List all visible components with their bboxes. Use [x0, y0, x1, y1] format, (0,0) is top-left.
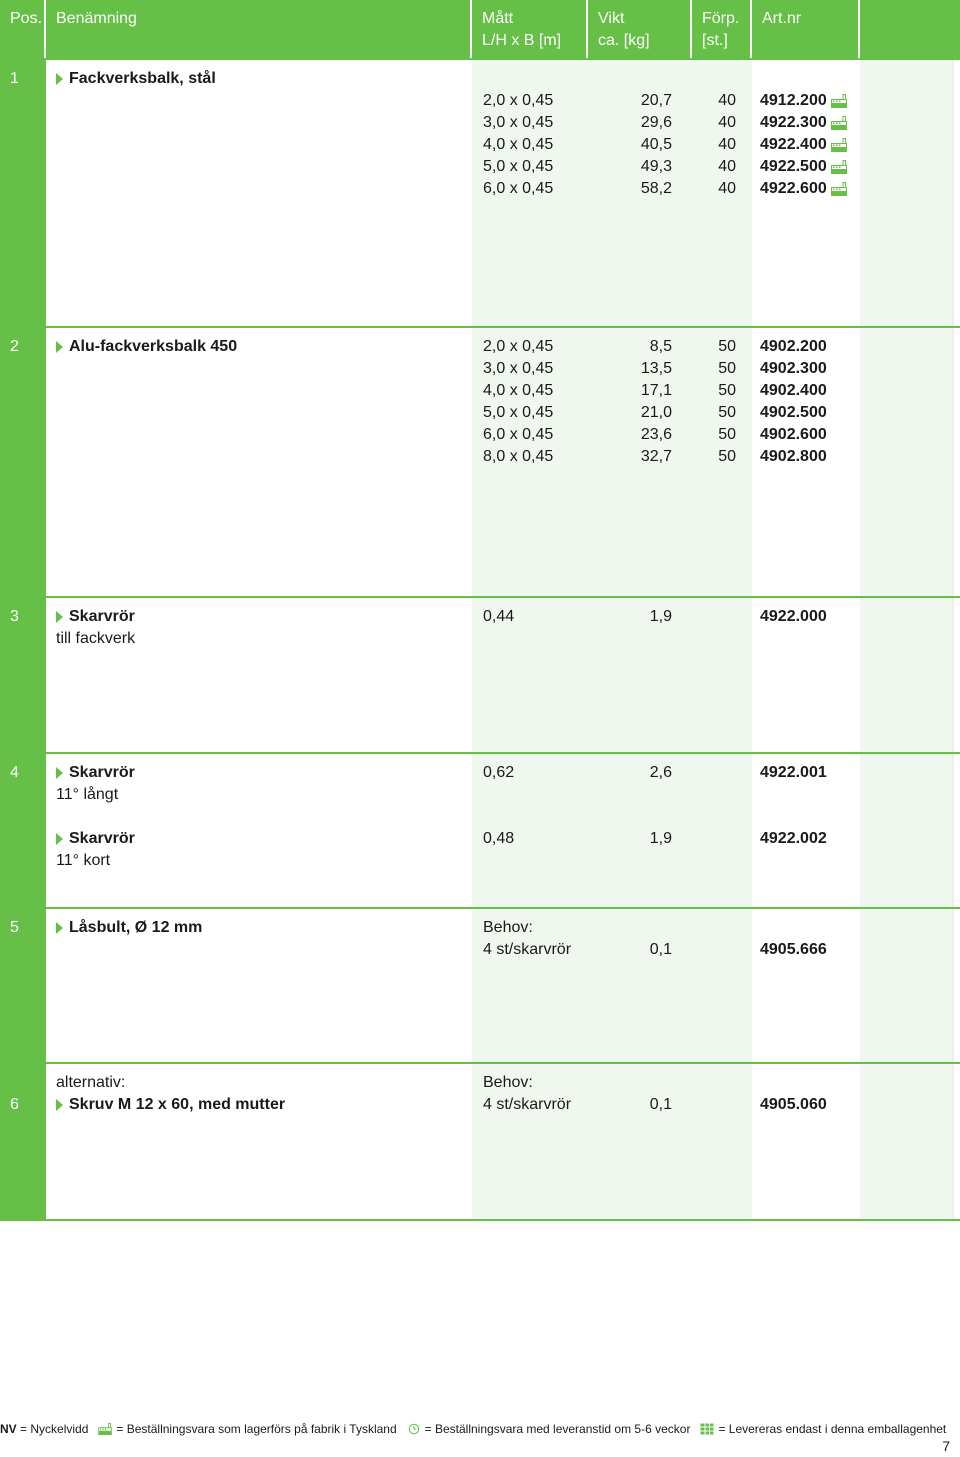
factory-icon: [831, 94, 847, 108]
weight-value: 8,5: [649, 338, 672, 355]
requirement-value: 4 st/skarvrör: [483, 941, 572, 958]
grid-icon: [700, 1423, 714, 1435]
weight-value: 20,7: [640, 92, 672, 109]
weight-value: 1,9: [649, 830, 672, 847]
dim-value: 6,0 x 0,45: [483, 180, 554, 197]
row-name-cell: [46, 909, 472, 1062]
art-number: 4922.001: [760, 764, 827, 781]
header-name-label: Benämning: [56, 10, 137, 27]
triangle-right-icon: [56, 767, 63, 779]
header-weight: [588, 0, 692, 58]
row-dims: [472, 60, 588, 326]
requirement-label: Behov:: [483, 919, 533, 936]
header-art-label: Art.nr: [762, 10, 802, 27]
row-name-text: Fackverksbalk, stål: [69, 70, 216, 87]
row-name-text: Låsbult, Ø 12 mm: [69, 919, 203, 936]
dim-value: 0,44: [483, 608, 515, 625]
row-name-cell: [46, 60, 472, 326]
dim-value: 5,0 x 0,45: [483, 404, 554, 421]
clock-icon: [407, 1423, 421, 1435]
row-weights: [588, 1064, 692, 1219]
row-packs: [692, 598, 752, 752]
dim-value: 0,62: [483, 764, 515, 781]
art-entry: [760, 112, 860, 134]
weight-value: 1,9: [649, 608, 672, 625]
weight-value: 32,7: [640, 448, 672, 465]
row-arts: [752, 328, 860, 596]
weight-value: 21,0: [640, 404, 672, 421]
row-pos: 1: [0, 60, 46, 326]
dim-value: 2,0 x 0,45: [483, 338, 554, 355]
row-extra: [860, 909, 954, 1062]
factory-icon: [831, 182, 847, 196]
weight-value: 49,3: [640, 158, 672, 175]
art-number: 4902.400: [760, 382, 827, 399]
art-number: 4922.600: [760, 180, 827, 197]
pack-value: 40: [718, 180, 736, 197]
table-row: [0, 596, 960, 752]
row-extra: [860, 328, 954, 596]
legend-nv: [0, 1422, 88, 1436]
weight-value: 2,6: [649, 764, 672, 781]
dim-value: 3,0 x 0,45: [483, 114, 554, 131]
art-number: 4902.200: [760, 338, 827, 355]
row-name: [56, 762, 462, 784]
row-pos: 2: [0, 328, 46, 596]
row-extra: [860, 60, 954, 326]
pack-value: 40: [718, 92, 736, 109]
art-number: 4905.666: [760, 941, 827, 958]
row-dims: [472, 328, 588, 596]
pack-value: 50: [718, 338, 736, 355]
legend-footer: [0, 1422, 947, 1436]
art-entry: [760, 134, 860, 156]
row-name: [56, 1094, 462, 1116]
row-arts: [752, 754, 860, 907]
triangle-right-icon: [56, 73, 63, 85]
art-number: 4902.300: [760, 360, 827, 377]
row-extra: [860, 754, 954, 907]
triangle-right-icon: [56, 922, 63, 934]
row-pos: 3: [0, 598, 46, 752]
row-dims: [472, 754, 588, 907]
row-weights: [588, 598, 692, 752]
header-extra: [860, 0, 954, 58]
dim-value: 5,0 x 0,45: [483, 158, 554, 175]
row-prefix: alternativ:: [56, 1074, 126, 1091]
row-name-text: Skarvrör: [69, 608, 135, 625]
legend-factory: [98, 1422, 396, 1436]
dim-value: 4,0 x 0,45: [483, 136, 554, 153]
requirement-value: 4 st/skarvrör: [483, 1096, 572, 1113]
art-number: 4905.060: [760, 1096, 827, 1113]
pack-value: 50: [718, 382, 736, 399]
row-arts: [752, 60, 860, 326]
row-name: [56, 68, 462, 90]
row-dims: [472, 1064, 588, 1219]
row-name: [56, 917, 462, 939]
row-pos: 5: [0, 909, 46, 1062]
pack-value: 50: [718, 360, 736, 377]
row-arts: [752, 598, 860, 752]
legend-text: = Nyckelvidd: [20, 1422, 89, 1436]
factory-icon: [831, 160, 847, 174]
nv-abbrev: NV: [0, 1422, 17, 1436]
header-weight-unit: ca. [kg]: [598, 32, 650, 49]
pack-value: 40: [718, 114, 736, 131]
table-row: [0, 58, 960, 326]
header-name: [46, 0, 472, 58]
requirement-label: Behov:: [483, 1074, 533, 1091]
row-packs: [692, 1064, 752, 1219]
legend-text: = Levereras endast i denna emballagenhet: [718, 1422, 947, 1436]
art-number: 4922.500: [760, 158, 827, 175]
row-name: [56, 606, 462, 628]
row-name-cell: [46, 754, 472, 907]
row-name-text: Skruv M 12 x 60, med mutter: [69, 1096, 286, 1113]
weight-value: 58,2: [640, 180, 672, 197]
table-row: [0, 907, 960, 1062]
weight-value: 13,5: [640, 360, 672, 377]
table-row: [0, 752, 960, 907]
table-row: [0, 326, 960, 596]
row-weights: [588, 328, 692, 596]
art-number: 4922.000: [760, 608, 827, 625]
dim-value: 8,0 x 0,45: [483, 448, 554, 465]
header-art: [752, 0, 860, 58]
header-pos: [0, 0, 46, 58]
row-weights: [588, 754, 692, 907]
art-number: 4902.500: [760, 404, 827, 421]
triangle-right-icon: [56, 611, 63, 623]
row-pos: 6: [0, 1064, 46, 1219]
factory-icon: [98, 1423, 112, 1435]
table-row: [0, 1062, 960, 1221]
pack-value: 40: [718, 136, 736, 153]
row-subtitle: 11° långt: [56, 786, 119, 803]
row-packs: [692, 754, 752, 907]
row-name-cell: [46, 598, 472, 752]
dim-value: 3,0 x 0,45: [483, 360, 554, 377]
art-number: 4922.300: [760, 114, 827, 131]
dim-value: 4,0 x 0,45: [483, 382, 554, 399]
row-weights: [588, 909, 692, 1062]
page-number: 7: [942, 1438, 950, 1454]
pack-value: 50: [718, 404, 736, 421]
pack-value: 40: [718, 158, 736, 175]
art-number: 4922.400: [760, 136, 827, 153]
art-number: 4902.600: [760, 426, 827, 443]
art-entry: [760, 90, 860, 112]
header-pack: [692, 0, 752, 58]
row-dims: [472, 909, 588, 1062]
row-arts: [752, 909, 860, 1062]
triangle-right-icon: [56, 341, 63, 353]
row-subtitle: 11° kort: [56, 852, 111, 869]
weight-value: 17,1: [640, 382, 672, 399]
legend-grid: [700, 1422, 946, 1436]
triangle-right-icon: [56, 833, 63, 845]
row-packs: [692, 60, 752, 326]
header-weight-label: Vikt: [598, 10, 625, 27]
legend-text: = Beställningsvara som lagerförs på fabrik i Tyskland: [116, 1422, 397, 1436]
dim-value: 0,48: [483, 830, 515, 847]
weight-value: 23,6: [640, 426, 672, 443]
row-name-text: Skarvrör: [69, 830, 135, 847]
row-name-cell: [46, 1064, 472, 1219]
header-dim: [472, 0, 588, 58]
row-dims: [472, 598, 588, 752]
header-pack-unit: [st.]: [702, 32, 728, 49]
header-pos-label: Pos.: [10, 10, 43, 27]
row-weights: [588, 60, 692, 326]
row-name-text: Alu-fackverksbalk 450: [69, 338, 238, 355]
art-number: 4912.200: [760, 92, 827, 109]
header-dim-unit: L/H x B [m]: [482, 32, 562, 49]
weight-value: 0,1: [649, 941, 672, 958]
weight-value: 40,5: [640, 136, 672, 153]
pack-value: 50: [718, 426, 736, 443]
table-header: [0, 0, 960, 58]
row-extra: [860, 1064, 954, 1219]
row-pos: 4: [0, 754, 46, 907]
triangle-right-icon: [56, 1099, 63, 1111]
weight-value: 29,6: [640, 114, 672, 131]
dim-value: 2,0 x 0,45: [483, 92, 554, 109]
row-name-text: Skarvrör: [69, 764, 135, 781]
dim-value: 6,0 x 0,45: [483, 426, 554, 443]
legend-clock: [407, 1422, 691, 1436]
header-pack-label: Förp.: [702, 10, 740, 27]
row-subtitle: till fackverk: [56, 630, 136, 647]
pack-value: 50: [718, 448, 736, 465]
factory-icon: [831, 116, 847, 130]
row-name: [56, 336, 462, 358]
row-name: [56, 828, 462, 850]
row-packs: [692, 909, 752, 1062]
art-number: 4902.800: [760, 448, 827, 465]
weight-value: 0,1: [649, 1096, 672, 1113]
row-name-cell: [46, 328, 472, 596]
art-number: 4922.002: [760, 830, 827, 847]
legend-text: = Beställningsvara med leveranstid om 5-6 veckor: [424, 1422, 691, 1436]
art-entry: [760, 156, 860, 178]
row-arts: [752, 1064, 860, 1219]
art-entry: [760, 178, 860, 200]
header-dim-label: Mått: [482, 10, 514, 27]
factory-icon: [831, 138, 847, 152]
row-packs: [692, 328, 752, 596]
row-extra: [860, 598, 954, 752]
